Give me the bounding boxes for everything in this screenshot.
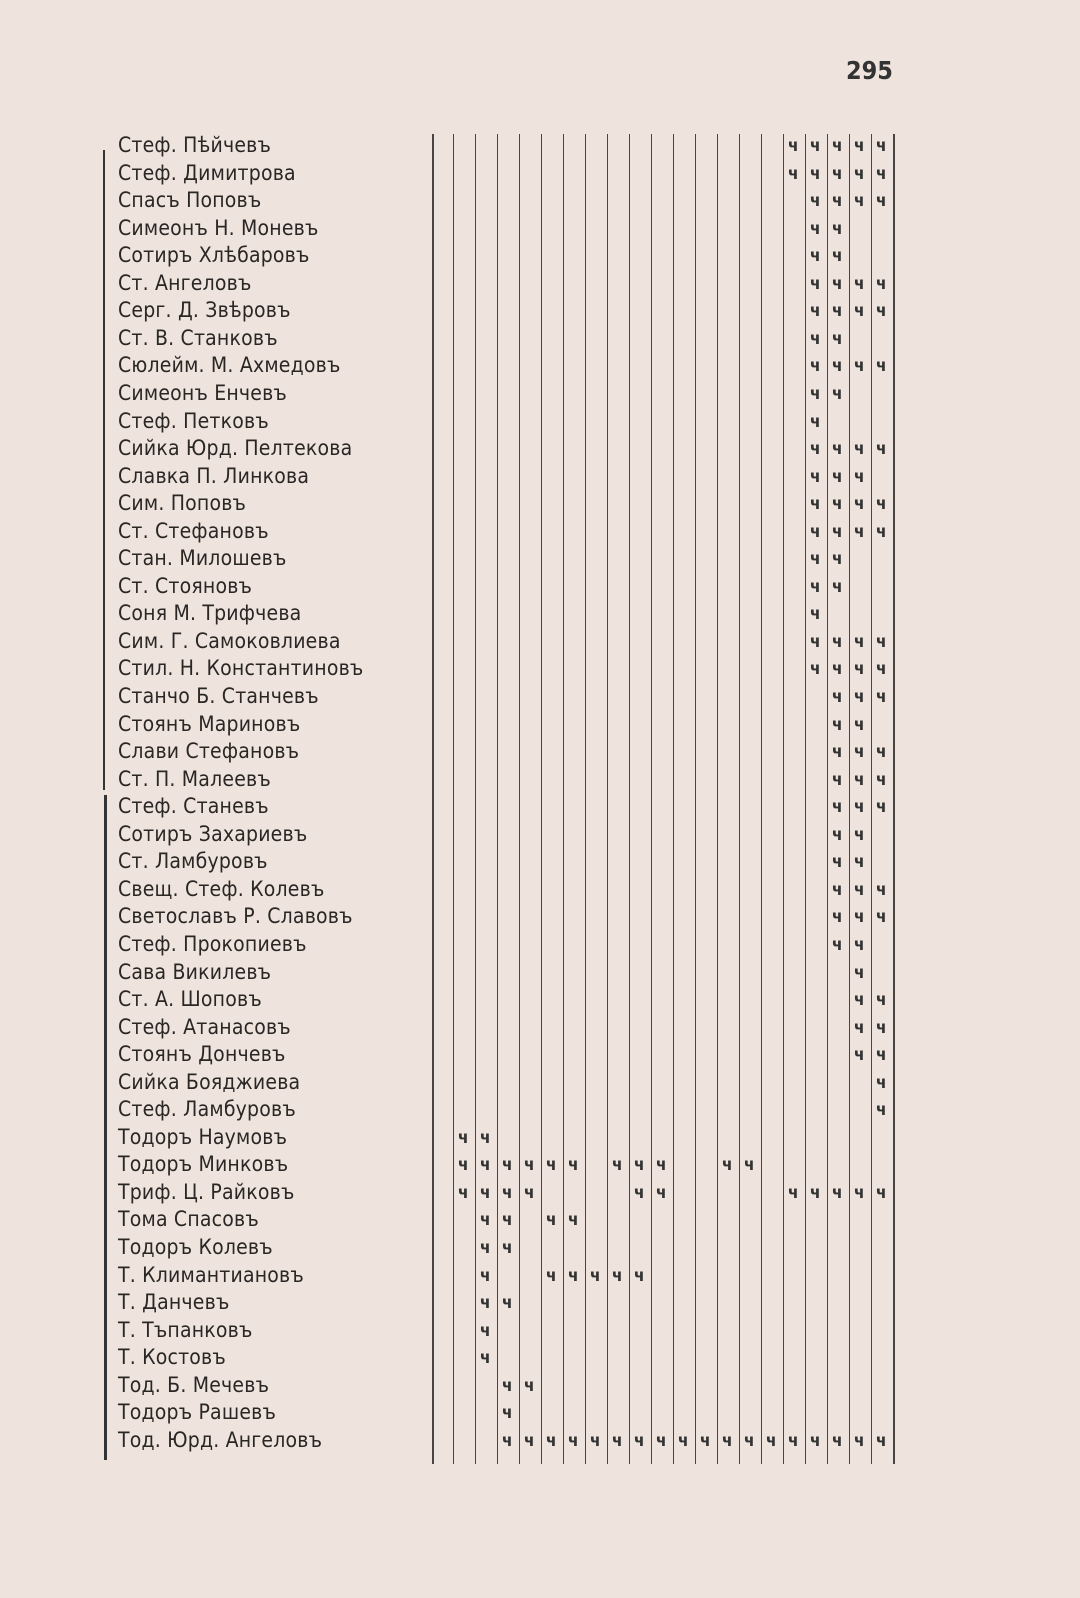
attendance-mark: ч <box>876 742 887 763</box>
attendance-mark: ч <box>832 218 843 239</box>
attendance-mark: ч <box>810 356 821 377</box>
attendance-mark: ч <box>876 907 887 928</box>
attendance-mark: ч <box>546 1210 557 1231</box>
person-name: Стан. Милошевъ <box>118 546 287 571</box>
attendance-mark: ч <box>854 879 865 900</box>
attendance-mark: ч <box>832 934 843 955</box>
person-name: Славка П. Линкова <box>118 463 310 488</box>
table-row <box>0 1317 1080 1344</box>
table-row <box>0 545 1080 572</box>
person-name: Сотиръ Захариевъ <box>118 821 308 846</box>
attendance-mark: ч <box>854 852 865 873</box>
attendance-mark: ч <box>832 769 843 790</box>
table-row <box>0 1344 1080 1371</box>
attendance-mark: ч <box>854 1045 865 1066</box>
attendance-mark: ч <box>480 1210 491 1231</box>
person-name: Сийка Бояджиева <box>118 1069 301 1094</box>
table-row <box>0 435 1080 462</box>
attendance-mark: ч <box>832 521 843 542</box>
attendance-mark: ч <box>876 163 887 184</box>
person-name: Сюлейм. М. Ахмедовъ <box>118 353 341 378</box>
attendance-mark: ч <box>832 246 843 267</box>
attendance-mark: ч <box>590 1265 601 1286</box>
table-row <box>0 160 1080 187</box>
person-name: Спасъ Поповъ <box>118 188 262 213</box>
attendance-mark: ч <box>854 659 865 680</box>
attendance-mark: ч <box>502 1155 513 1176</box>
attendance-mark: ч <box>854 439 865 460</box>
attendance-mark: ч <box>480 1182 491 1203</box>
person-name: Тодоръ Колевъ <box>118 1235 273 1259</box>
table-row <box>0 463 1080 490</box>
person-name: Симеонъ Енчевъ <box>118 380 287 405</box>
attendance-mark: ч <box>832 576 843 597</box>
attendance-mark: ч <box>524 1182 535 1203</box>
attendance-mark: ч <box>832 659 843 680</box>
person-name: Симеонъ Н. Моневъ <box>118 215 319 240</box>
attendance-mark: ч <box>458 1155 469 1176</box>
attendance-mark: ч <box>590 1430 601 1451</box>
attendance-mark: ч <box>524 1375 535 1396</box>
attendance-mark: ч <box>480 1293 491 1314</box>
attendance-mark: ч <box>634 1182 645 1203</box>
attendance-mark: ч <box>876 439 887 460</box>
table-row <box>0 1041 1080 1068</box>
attendance-mark: ч <box>524 1155 535 1176</box>
attendance-mark: ч <box>854 990 865 1011</box>
table-row <box>0 1151 1080 1178</box>
table-row <box>0 1399 1080 1426</box>
person-name: Стоянъ Дончевъ <box>118 1042 286 1067</box>
attendance-mark: ч <box>546 1430 557 1451</box>
attendance-mark: ч <box>832 466 843 487</box>
attendance-mark: ч <box>876 797 887 818</box>
attendance-mark: ч <box>810 301 821 322</box>
attendance-mark: ч <box>502 1182 513 1203</box>
table-row <box>0 1069 1080 1096</box>
attendance-mark: ч <box>810 163 821 184</box>
person-name: Стеф. Димитрова <box>118 160 296 185</box>
attendance-mark: ч <box>832 879 843 900</box>
attendance-mark: ч <box>854 769 865 790</box>
person-name: Слави Стефановъ <box>118 739 300 764</box>
person-name: Серг. Д. Звѣровъ <box>118 298 291 323</box>
attendance-mark: ч <box>876 1100 887 1121</box>
attendance-mark: ч <box>876 494 887 515</box>
person-name: Стеф. Ламбуровъ <box>118 1097 296 1122</box>
attendance-mark: ч <box>854 742 865 763</box>
attendance-mark: ч <box>832 494 843 515</box>
table-row <box>0 793 1080 820</box>
person-name: Ст. Ангеловъ <box>118 270 252 295</box>
person-name: Стил. Н. Константиновъ <box>118 656 364 681</box>
table-row <box>0 986 1080 1013</box>
attendance-mark: ч <box>722 1430 733 1451</box>
table-row <box>0 683 1080 710</box>
person-name: Ст. Стефановъ <box>118 518 269 543</box>
table-row <box>0 518 1080 545</box>
attendance-mark: ч <box>810 494 821 515</box>
attendance-mark: ч <box>854 466 865 487</box>
attendance-mark: ч <box>568 1155 579 1176</box>
attendance-mark: ч <box>832 383 843 404</box>
person-name: Тод. Б. Мечевъ <box>118 1372 270 1397</box>
attendance-mark: ч <box>634 1265 645 1286</box>
attendance-mark: ч <box>832 191 843 212</box>
attendance-mark: ч <box>744 1155 755 1176</box>
attendance-mark: ч <box>810 576 821 597</box>
person-name: Ст. А. Шоповъ <box>118 987 262 1012</box>
attendance-mark: ч <box>832 549 843 570</box>
attendance-mark: ч <box>480 1238 491 1258</box>
attendance-mark: ч <box>612 1430 623 1451</box>
table-row <box>0 490 1080 517</box>
person-name: Сийка Юрд. Пелтекова <box>118 436 353 461</box>
attendance-mark: ч <box>788 1430 799 1451</box>
attendance-mark: ч <box>546 1265 557 1286</box>
attendance-mark: ч <box>788 1182 799 1203</box>
person-name: Стеф. Петковъ <box>118 408 269 433</box>
attendance-mark: ч <box>832 852 843 873</box>
table-row <box>0 628 1080 655</box>
attendance-mark: ч <box>810 1430 821 1451</box>
attendance-mark: ч <box>832 136 843 156</box>
attendance-mark: ч <box>810 218 821 239</box>
attendance-mark: ч <box>810 1182 821 1203</box>
table-row <box>0 711 1080 738</box>
person-name: Тома Спасовъ <box>118 1207 259 1232</box>
attendance-mark: ч <box>832 328 843 349</box>
attendance-mark: ч <box>502 1238 513 1258</box>
table-row <box>0 876 1080 903</box>
person-name: Свещ. Стеф. Колевъ <box>118 876 325 901</box>
attendance-mark: ч <box>876 273 887 294</box>
attendance-mark: ч <box>876 1017 887 1038</box>
table-row <box>0 766 1080 793</box>
attendance-mark: ч <box>810 439 821 460</box>
person-name: Ст. П. Малеевъ <box>118 766 271 791</box>
attendance-mark: ч <box>854 163 865 184</box>
table-row <box>0 1014 1080 1041</box>
attendance-mark: ч <box>832 439 843 460</box>
attendance-mark: ч <box>832 824 843 845</box>
person-name: Т. Данчевъ <box>118 1290 230 1315</box>
attendance-mark: ч <box>810 411 821 432</box>
table-row <box>0 1179 1080 1206</box>
attendance-mark: ч <box>854 521 865 542</box>
attendance-mark: ч <box>612 1265 623 1286</box>
attendance-mark: ч <box>832 742 843 763</box>
attendance-mark: ч <box>810 521 821 542</box>
attendance-mark: ч <box>876 1430 887 1451</box>
table-row <box>0 903 1080 930</box>
attendance-mark: ч <box>876 1045 887 1066</box>
attendance-mark: ч <box>854 962 865 983</box>
attendance-mark: ч <box>832 1182 843 1203</box>
attendance-mark: ч <box>656 1430 667 1451</box>
attendance-mark: ч <box>876 136 887 156</box>
attendance-mark: ч <box>854 1430 865 1451</box>
attendance-mark: ч <box>810 273 821 294</box>
attendance-mark: ч <box>876 1072 887 1093</box>
attendance-mark: ч <box>568 1265 579 1286</box>
person-name: Тод. Юрд. Ангеловъ <box>118 1427 323 1452</box>
person-name: Т. Костовъ <box>118 1345 226 1370</box>
attendance-mark: ч <box>854 934 865 955</box>
attendance-mark: ч <box>876 521 887 542</box>
attendance-mark: ч <box>502 1293 513 1314</box>
attendance-mark: ч <box>810 549 821 570</box>
table-row <box>0 242 1080 269</box>
person-name: Т. Тъпанковъ <box>118 1317 253 1342</box>
attendance-mark: ч <box>854 687 865 707</box>
person-name: Соня М. Трифчева <box>118 601 302 626</box>
attendance-mark: ч <box>876 191 887 212</box>
table-row <box>0 821 1080 848</box>
attendance-mark: ч <box>810 383 821 404</box>
attendance-mark: ч <box>854 301 865 322</box>
table-row <box>0 187 1080 214</box>
attendance-mark: ч <box>832 907 843 928</box>
attendance-mark: ч <box>832 687 843 707</box>
person-name: Тодоръ Минковъ <box>118 1152 289 1177</box>
attendance-mark: ч <box>832 273 843 294</box>
attendance-mark: ч <box>480 1155 491 1176</box>
table-row <box>0 1427 1080 1454</box>
attendance-mark: ч <box>832 356 843 377</box>
person-name: Стеф. Станевъ <box>118 794 269 819</box>
attendance-mark: ч <box>854 191 865 212</box>
attendance-mark: ч <box>788 163 799 184</box>
person-name: Станчо Б. Станчевъ <box>118 684 319 708</box>
person-name: Светославъ Р. Славовъ <box>118 904 353 929</box>
table-row <box>0 738 1080 765</box>
attendance-mark: ч <box>700 1430 711 1451</box>
person-name: Ст. В. Станковъ <box>118 325 278 350</box>
table-row <box>0 1096 1080 1123</box>
table-row <box>0 1372 1080 1399</box>
table-row <box>0 1289 1080 1316</box>
attendance-mark: ч <box>810 328 821 349</box>
person-name: Стеф. Пѣйчевъ <box>118 133 272 157</box>
attendance-mark: ч <box>810 659 821 680</box>
attendance-mark: ч <box>832 1430 843 1451</box>
attendance-mark: ч <box>832 301 843 322</box>
table-row <box>0 848 1080 875</box>
attendance-mark: ч <box>854 1017 865 1038</box>
attendance-mark: ч <box>480 1348 491 1369</box>
table-row <box>0 380 1080 407</box>
attendance-mark: ч <box>854 907 865 928</box>
table-row <box>0 270 1080 297</box>
attendance-mark: ч <box>854 714 865 735</box>
attendance-mark: ч <box>502 1210 513 1231</box>
attendance-mark: ч <box>810 191 821 212</box>
attendance-mark: ч <box>854 494 865 515</box>
person-name: Тодоръ Рашевъ <box>118 1400 277 1425</box>
attendance-mark: ч <box>788 136 799 156</box>
person-name: Сава Викилевъ <box>118 959 272 984</box>
attendance-mark: ч <box>810 604 821 625</box>
attendance-mark: ч <box>876 301 887 322</box>
table-row <box>0 215 1080 242</box>
attendance-mark: ч <box>480 1265 491 1286</box>
attendance-mark: ч <box>876 631 887 652</box>
attendance-mark: ч <box>810 136 821 156</box>
attendance-mark: ч <box>458 1182 469 1203</box>
person-name: Т. Климантиановъ <box>118 1262 304 1287</box>
table-row <box>0 1206 1080 1233</box>
table-row <box>0 132 1080 159</box>
attendance-mark: ч <box>458 1127 469 1148</box>
table-row <box>0 408 1080 435</box>
attendance-mark: ч <box>612 1155 623 1176</box>
attendance-mark: ч <box>854 273 865 294</box>
attendance-mark: ч <box>546 1155 557 1176</box>
table-row <box>0 573 1080 600</box>
attendance-mark: ч <box>832 714 843 735</box>
attendance-mark: ч <box>876 356 887 377</box>
person-name: Сим. Г. Самоковлиева <box>118 628 341 653</box>
attendance-mark: ч <box>810 631 821 652</box>
attendance-mark: ч <box>854 824 865 845</box>
attendance-mark: ч <box>766 1430 777 1451</box>
attendance-mark: ч <box>502 1375 513 1396</box>
attendance-mark: ч <box>832 631 843 652</box>
attendance-mark: ч <box>854 356 865 377</box>
person-name: Стеф. Прокопиевъ <box>118 931 307 956</box>
attendance-mark: ч <box>480 1127 491 1148</box>
table-row <box>0 1262 1080 1289</box>
attendance-mark: ч <box>502 1430 513 1451</box>
person-name: Стоянъ Мариновъ <box>118 711 301 736</box>
table-row <box>0 600 1080 627</box>
attendance-mark: ч <box>854 1182 865 1203</box>
person-name: Сотиръ Хлѣбаровъ <box>118 243 310 268</box>
attendance-mark: ч <box>876 879 887 900</box>
person-name: Тодоръ Наумовъ <box>118 1124 288 1149</box>
person-name: Сим. Поповъ <box>118 491 247 516</box>
attendance-mark: ч <box>502 1403 513 1424</box>
attendance-mark: ч <box>832 163 843 184</box>
attendance-mark: ч <box>810 466 821 487</box>
attendance-mark: ч <box>524 1430 535 1451</box>
table-row <box>0 655 1080 682</box>
attendance-mark: ч <box>634 1430 645 1451</box>
attendance-mark: ч <box>656 1155 667 1176</box>
attendance-mark: ч <box>876 990 887 1011</box>
person-name: Стеф. Атанасовъ <box>118 1014 291 1039</box>
attendance-mark: ч <box>810 246 821 267</box>
page-number: 295 <box>846 56 893 85</box>
attendance-mark: ч <box>876 1182 887 1203</box>
attendance-mark: ч <box>744 1430 755 1451</box>
attendance-mark: ч <box>480 1320 491 1341</box>
attendance-mark: ч <box>854 136 865 156</box>
table-row <box>0 1234 1080 1261</box>
table-row <box>0 931 1080 958</box>
attendance-mark: ч <box>876 769 887 790</box>
attendance-mark: ч <box>678 1430 689 1451</box>
table-row <box>0 352 1080 379</box>
person-name: Триф. Ц. Райковъ <box>118 1179 295 1204</box>
person-name: Ст. Ламбуровъ <box>118 849 268 874</box>
attendance-mark: ч <box>656 1182 667 1203</box>
attendance-mark: ч <box>832 797 843 818</box>
attendance-mark: ч <box>568 1210 579 1231</box>
table-row <box>0 959 1080 986</box>
table-row <box>0 297 1080 324</box>
attendance-mark: ч <box>854 631 865 652</box>
attendance-mark: ч <box>854 797 865 818</box>
attendance-mark: ч <box>568 1430 579 1451</box>
person-name: Ст. Стояновъ <box>118 573 253 598</box>
table-row <box>0 325 1080 352</box>
attendance-mark: ч <box>876 687 887 707</box>
attendance-mark: ч <box>876 659 887 680</box>
attendance-mark: ч <box>634 1155 645 1176</box>
attendance-mark: ч <box>722 1155 733 1176</box>
table-row <box>0 1124 1080 1151</box>
